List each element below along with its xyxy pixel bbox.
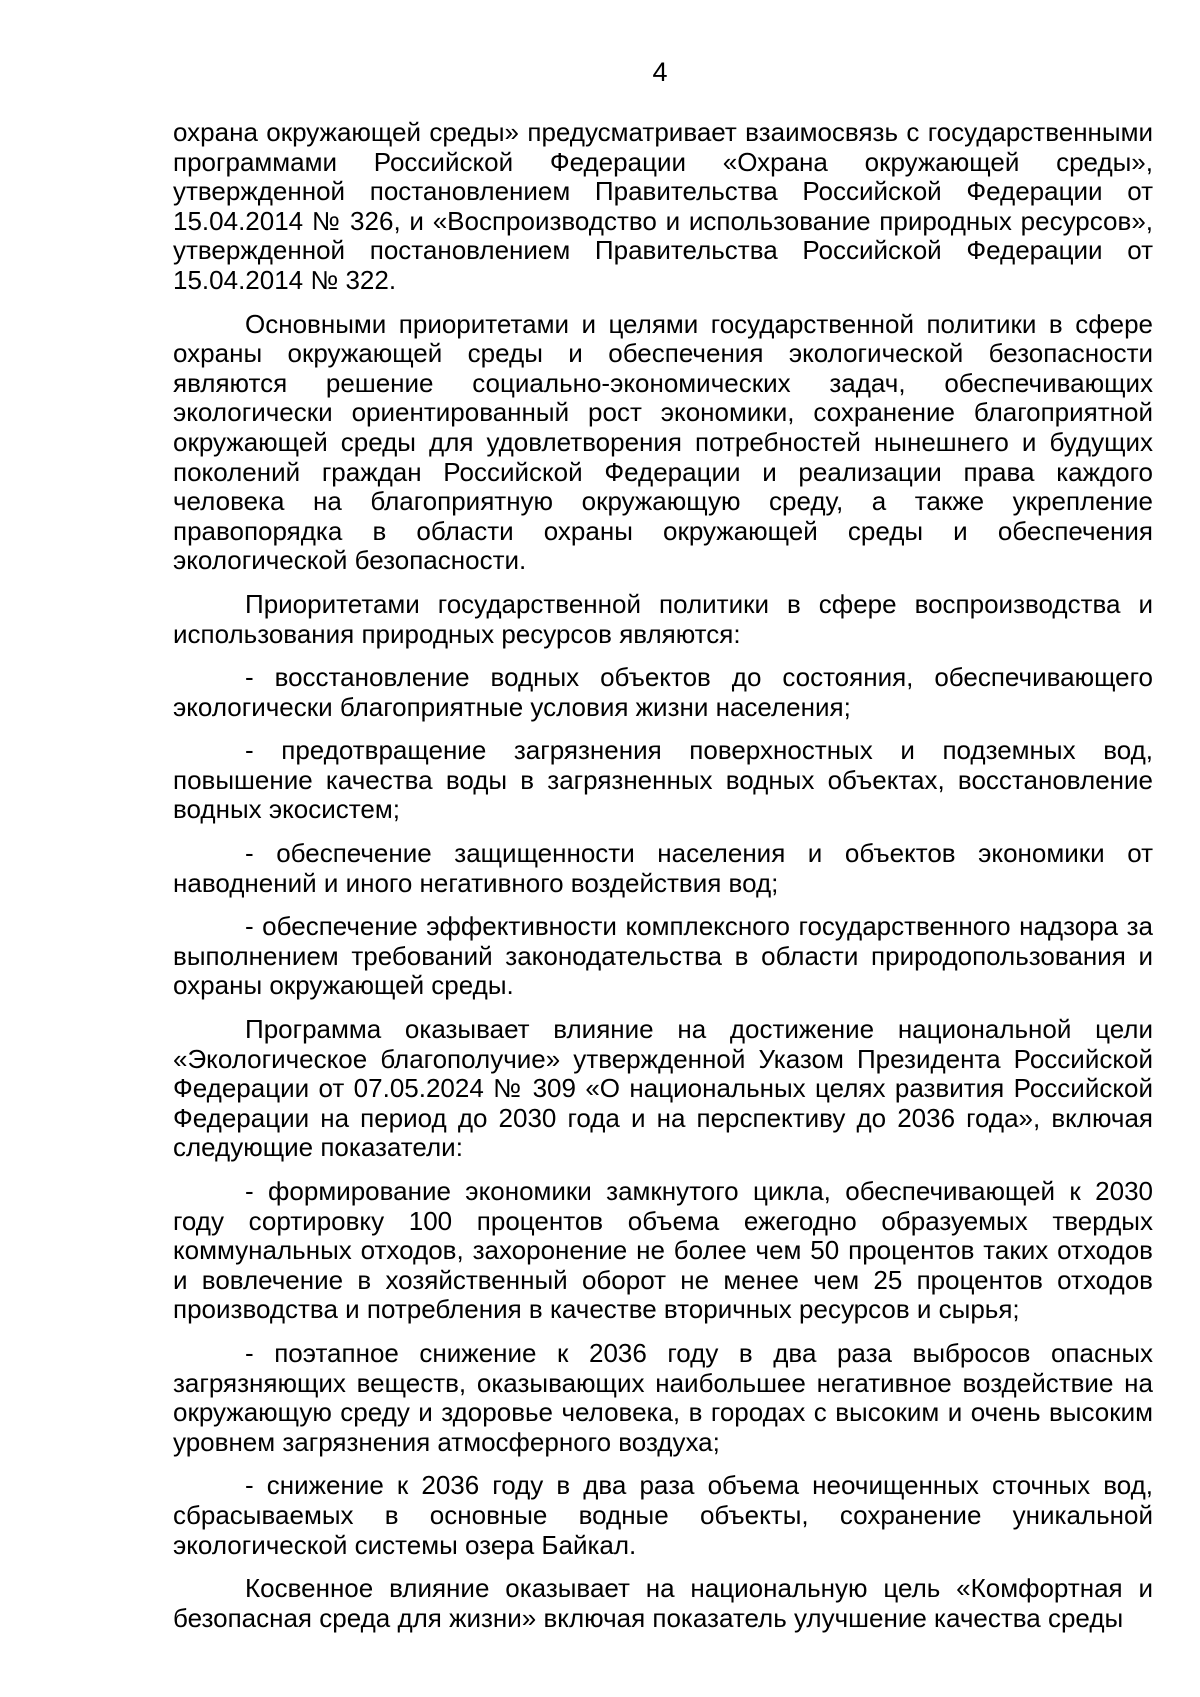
list-item-water-restoration: - восстановление водных объектов до состояния, обеспечивающего экологически благоприятные условия жизни населения; (173, 662, 1153, 722)
paragraph-national-goal: Программа оказывает влияние на достижение национальной цели «Экологическое благополучие» утвержденной Указом Президента Российской Федерации от 07.05.2024 № 309 «О национальных целях развития Российской Федерации на период до 2030 года и на перспективу до 2036 года», включая следующие показатели: (173, 1014, 1153, 1163)
paragraph-policy-priorities: Основными приоритетами и целями государственной политики в сфере охраны окружающей среды и обеспечения экологической безопасности являются решение социально-экономических задач, обеспечивающих экологически ориентированный рост экономики, сохранение благоприятной окружающей среды для удовлетворения потребностей нынешнего и будущих поколений граждан Российской Федерации и реализации права каждого человека на благоприятную окружающую среду, а также укрепление правопорядка в области охраны окружающей среды и обеспечения экологической безопасности. (173, 308, 1153, 576)
list-item-emissions-reduction: - поэтапное снижение к 2036 году в два раза выбросов опасных загрязняющих веществ, оказывающих наибольшее негативное воздействие на окружающую среду и здоровье человека, в городах с высоким и очень высоким уровнем загрязнения атмосферного воздуха; (173, 1337, 1153, 1457)
page-number: 4 (652, 57, 668, 87)
paragraph-resource-priorities: Приоритетами государственной политики в сфере воспроизводства и использования природных ресурсов являются: (173, 588, 1153, 649)
list-item-circular-economy: - формирование экономики замкнутого цикла, обеспечивающей к 2030 году сортировку 100 процентов объема ежегодно образуемых твердых коммунальных отходов, захоронение не более чем 50 процентов таких отходов и вовлечение в хозяйственный оборот не менее чем 25 процентов отходов производства и потребления в качестве вторичных ресурсов и сырья; (173, 1176, 1153, 1325)
list-item-flood-protection: - обеспечение защищенности населения и объектов экономики от наводнений и иного негативного воздействия вод; (173, 838, 1153, 898)
list-item-wastewater-reduction: - снижение к 2036 году в два раза объема неочищенных сточных вод, сбрасываемых в основные водные объекты, сохранение уникальной экологической системы озера Байкал. (173, 1470, 1153, 1560)
document-body (173, 118, 1153, 1633)
list-item-pollution-prevention: - предотвращение загрязнения поверхностных и подземных вод, повышение качества воды в загрязненных водных объектах, восстановление водных экосистем; (173, 735, 1153, 825)
paragraph-indirect-influence: Косвенное влияние оказывает на национальную цель «Комфортная и безопасная среда для жизни» включая показатель улучшение качества среды (173, 1573, 1153, 1633)
list-item-supervision: - обеспечение эффективности комплексного государственного надзора за выполнением требований законодательства в области природопользования и охраны окружающей среды. (173, 911, 1153, 1001)
paragraph-program-relations: охрана окружающей среды» предусматривает взаимосвязь с государственными программами Российской Федерации «Охрана окружающей среды», утвержденной постановлением Правительства Российской Федерации от 15.04.2014 № 326, и «Воспроизводство и использование природных ресурсов», утвержденной постановлением Правительства Российской Федерации от 15.04.2014 № 322. (173, 117, 1153, 295)
